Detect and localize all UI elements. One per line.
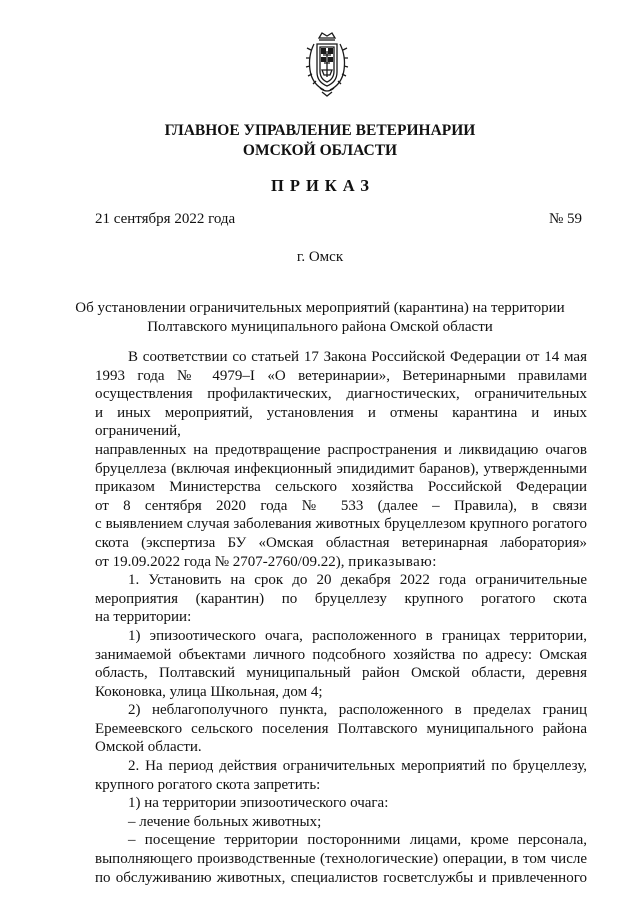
- body-line: – лечение больных животных;: [128, 813, 322, 830]
- authority-name-line1: ГЛАВНОЕ УПРАВЛЕНИЕ ВЕТЕРИНАРИИ: [164, 122, 476, 139]
- body-line: 1) на территории эпизоотического очага:: [128, 795, 389, 812]
- body-line: и иных мероприятий, установления и отмены карантина и иных ограничений,: [95, 404, 587, 440]
- body-line: область, Полтавский муниципальный район Омской области, деревня: [95, 665, 587, 682]
- body-line: В соответствии со статьей 17 Закона Российской Федерации от 14 мая: [128, 349, 587, 365]
- body-line: от 8 сентября 2020 года № 533 (далее – Правила), в связи: [95, 497, 587, 514]
- body-line: бруцеллеза (включая инфекционный эпидидимит баранов), утвержденными: [95, 460, 587, 477]
- preamble-end: от 19.09.2022 года № 2707-2760/09.22),: [95, 553, 345, 570]
- body-line: по обслуживанию животных, специалистов госветслужбы и привлеченного: [95, 869, 587, 886]
- document-type: ПРИКАЗ: [271, 176, 375, 195]
- body-line: Коконовка, улица Школьная, дом 4;: [95, 683, 323, 700]
- body-line: 1) эпизоотического очага, расположенного в границах территории,: [128, 627, 587, 644]
- decree-word: приказываю:: [348, 553, 438, 570]
- title-line1: Об установлении ограничительных мероприятий (карантина) на территории: [75, 300, 565, 316]
- body-line: Еремеевского сельского поселения Полтавского муниципального района: [95, 720, 587, 737]
- body-line: [95, 553, 587, 572]
- document-body: [95, 348, 587, 887]
- authority-name-line2: ОМСКОЙ ОБЛАСТИ: [242, 142, 398, 159]
- document-date: 21 сентября 2022 года: [95, 211, 236, 227]
- body-line: осуществления профилактических, диагностических, ограничительных: [95, 386, 587, 403]
- body-line: 2) неблагополучного пункта, расположенного в пределах границ: [128, 702, 587, 719]
- body-line: на территории:: [95, 609, 192, 626]
- body-line: выполняющего производственные (технологические) операции, в том числе: [95, 851, 587, 868]
- omsk-coat-of-arms-emblem: [300, 30, 354, 98]
- body-line: скота (экспертиза БУ «Омская областная ветеринарная лаборатория»: [95, 534, 587, 551]
- document-title: [0, 299, 640, 337]
- issuing-authority: [0, 121, 640, 161]
- document-city: г. Омск: [296, 249, 344, 265]
- body-line: Омской области.: [95, 739, 202, 756]
- body-line: 1993 года № 4979–I «О ветеринарии», Ветеринарными правилами: [95, 367, 587, 384]
- body-line: приказом Министерства сельского хозяйства Российской Федерации: [95, 479, 587, 496]
- body-line: занимаемой объектами личного подсобного хозяйства по адресу: Омская: [95, 646, 587, 663]
- body-line: мероприятия (карантин) по бруцеллезу крупного рогатого скота: [95, 590, 587, 607]
- body-line: направленных на предотвращение распространения и ликвидацию очагов: [95, 441, 587, 458]
- body-line: крупного рогатого скота запретить:: [95, 776, 321, 793]
- body-line: с выявлением случая заболевания животных бруцеллезом крупного рогатого: [95, 516, 587, 533]
- body-line: – посещение территории посторонними лицами, кроме персонала,: [128, 832, 587, 849]
- body-line: 2. На период действия ограничительных мероприятий по бруцеллезу,: [128, 758, 587, 775]
- body-line: 1. Установить на срок до 20 декабря 2022 года ограничительные: [128, 572, 587, 589]
- document-number: № 59: [548, 211, 582, 227]
- title-line2: Полтавского муниципального района Омской области: [147, 319, 493, 335]
